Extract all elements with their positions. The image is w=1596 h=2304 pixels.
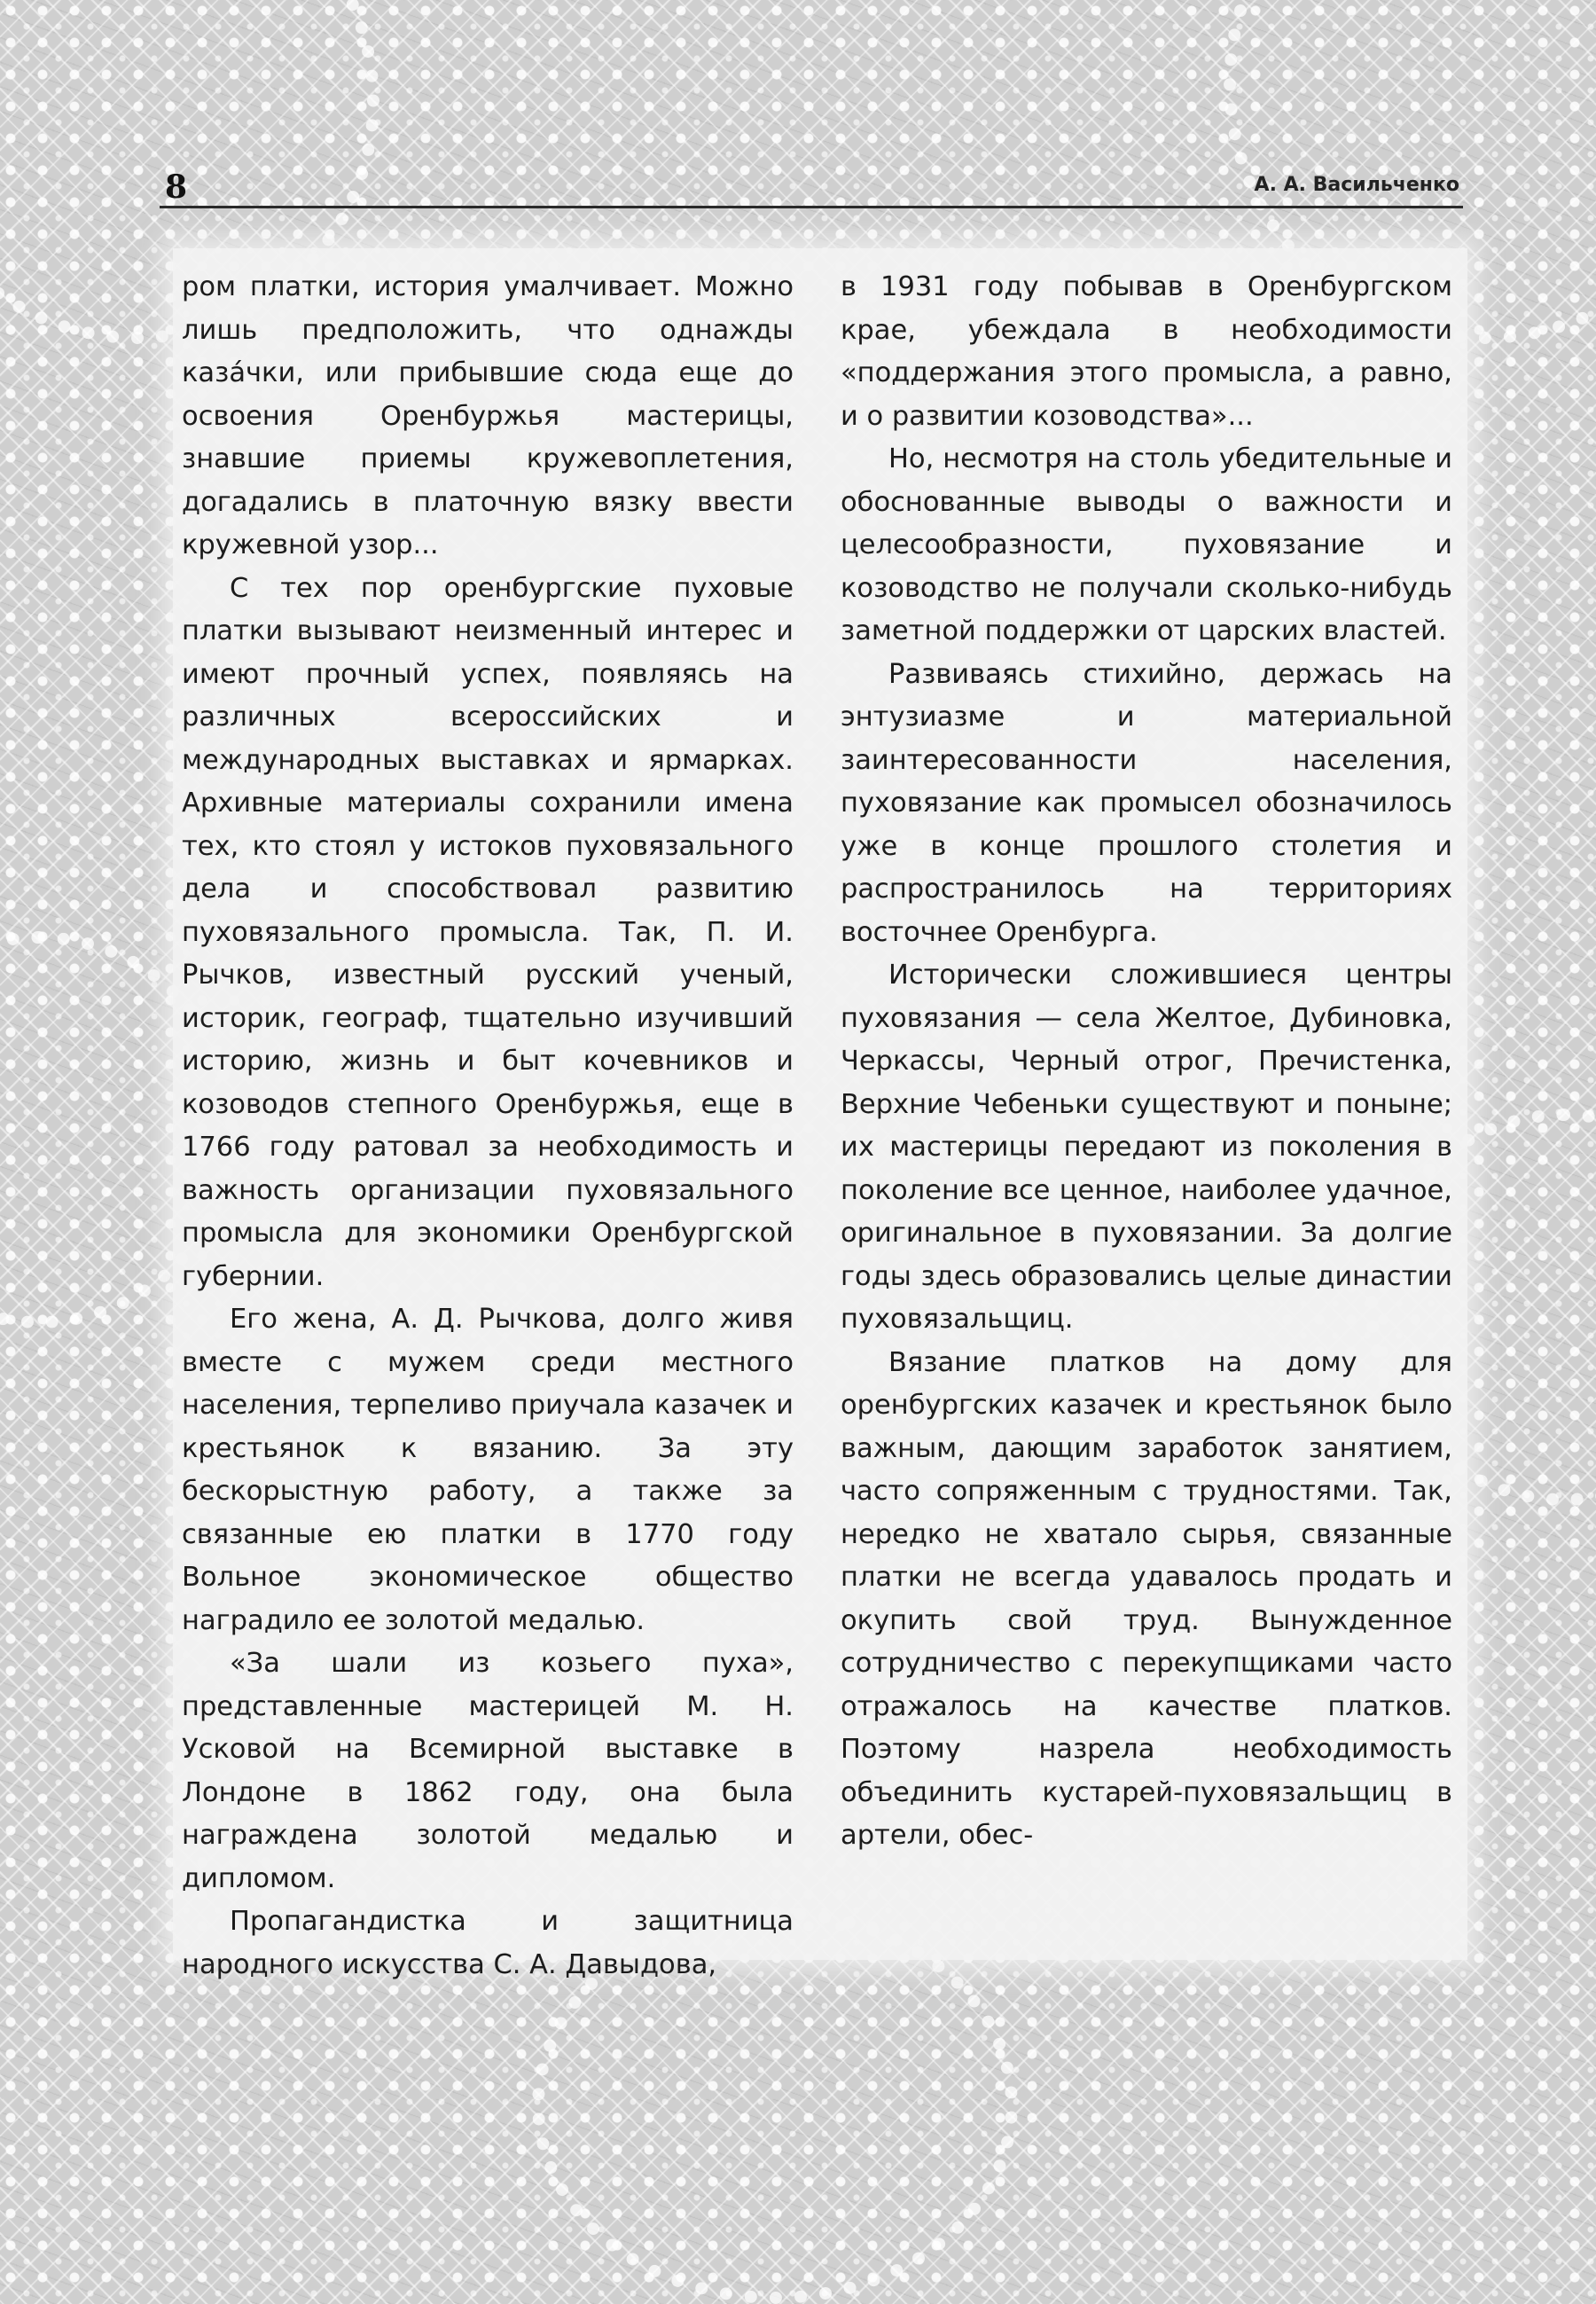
text-column-left <box>182 266 794 1987</box>
paragraph: Пропагандистка и защитница народного искусства С. А. Давыдова, <box>182 1906 794 1980</box>
text-column-right <box>841 266 1452 1858</box>
paragraph: в 1931 году побывав в Оренбургском крае, убеждала в необходимости «поддержания этого промысла, а равно, и о развитии козоводства»... <box>841 271 1452 432</box>
page-header <box>160 161 1463 211</box>
header-rule <box>160 206 1463 208</box>
paragraph: Исторически сложившиеся центры пуховязания — села Желтое, Дубиновка, Черкассы, Черный отрог, Пречистенка, Верхние Чебеньки существуют и поныне; их мастерицы передают из поколения в поколение все ценное, наиболее удачное, оригинальное в пуховязании. За долгие годы здесь образовались целые династии пуховязальщиц. <box>841 960 1452 1335</box>
paragraph: «За шали из козьего пуха», представленные мастерицей М. Н. Усковой на Всемирной выставке в Лондоне в 1862 году, она была награждена золотой медалью и дипломом. <box>182 1648 794 1894</box>
paragraph: Вязание платков на дому для оренбургских казачек и крестьянок было важным, дающим заработок занятием, часто сопряженным с трудностями. Так, нередко не хватало сырья, связанные платки не всегда удавалось продать и окупить свой труд. Вынужденное сотрудничество с перекупщиками часто отражалось на качестве платков. Поэтому назрела необходимость объединить кустарей-пуховязальщиц в артели, обес- <box>841 1346 1452 1851</box>
page-number: 8 <box>165 168 188 206</box>
running-head-author: А. А. Васильченко <box>1254 174 1459 196</box>
paragraph: Развиваясь стихийно, держась на энтузиазме и материальной заинтересованности населения, пуховязание как промысел обозначилось уже в конце прошлого столетия и распространилось на территориях восточнее Оренбурга. <box>841 658 1452 948</box>
paragraph: С тех пор оренбургские пуховые платки вызывают неизменный интерес и имеют прочный успех, появляясь на различных всероссийских и международных выставках и ярмарках. Архивные материалы сохранили имена тех, кто стоял у истоков пуховязального дела и способствовал развитию пуховязального промысла. Так, П. И. Рычков, известный русский ученый, историк, географ, тщательно изучивший историю, жизнь и быт кочевников и козоводов степного Оренбуржья, еще в 1766 году ратовал за необходимость и важность организации пуховязального промысла для экономики Оренбургской губернии. <box>182 572 794 1292</box>
paragraph: ром платки, история умалчивает. Можно лишь предположить, что однажды каза́чки, или прибывшие сюда еще до освоения Оренбуржья мастерицы, знавшие приемы кружевоплетения, догадались в платочную вязку ввести кружевной узор... <box>182 271 794 560</box>
paragraph: Но, несмотря на столь убедительные и обоснованные выводы о важности и целесообразности, пуховязание и козоводство не получали сколько-нибудь заметной поддержки от царских властей. <box>841 443 1452 647</box>
paragraph: Его жена, А. Д. Рычкова, долго живя вместе с мужем среди местного населения, терпеливо приучала казачек и крестьянок к вязанию. За эту бескорыстную работу, а также за связанные ею платки в 1770 году Вольное экономическое общество наградило ее золотой медалью. <box>182 1304 794 1636</box>
